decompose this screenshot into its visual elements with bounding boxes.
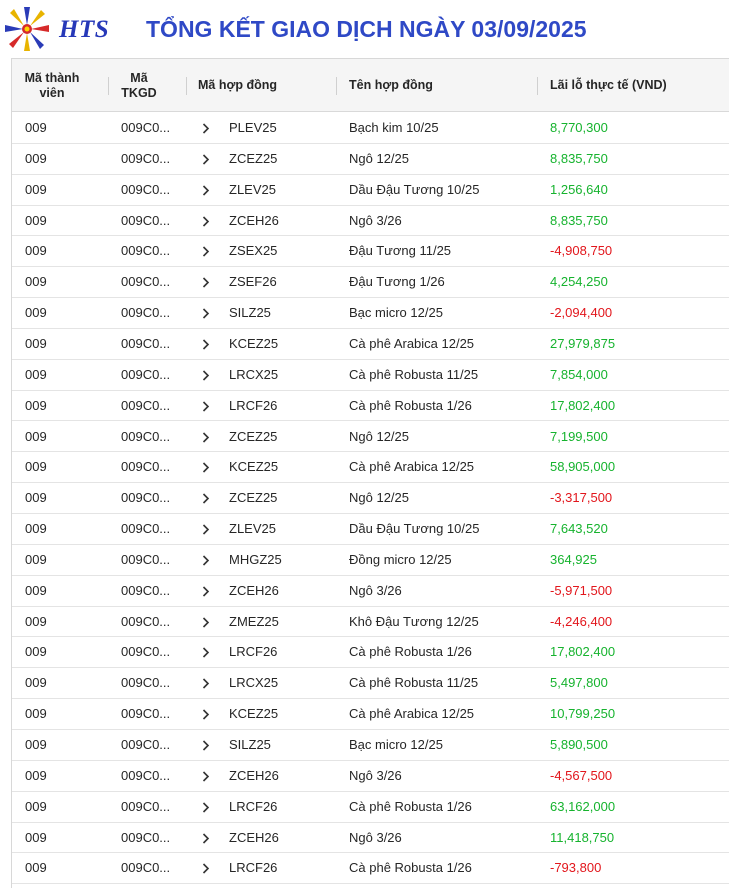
table-row[interactable] xyxy=(12,699,729,730)
account-code-cell: 009C0... xyxy=(121,551,171,567)
contract-name-cell: Bạc micro 12/25 xyxy=(349,305,443,321)
account-code-cell: 009C0... xyxy=(121,675,171,691)
contract-name-cell: Dầu Đậu Tương 10/25 xyxy=(349,521,480,537)
account-code-cell: 009C0... xyxy=(121,428,171,444)
expand-row-button[interactable] xyxy=(200,668,214,698)
table-row[interactable] xyxy=(12,298,729,329)
expand-row-button[interactable] xyxy=(200,452,214,482)
contract-name-cell: Ngô 3/26 xyxy=(349,767,402,783)
member-code-cell: 009 xyxy=(25,397,47,413)
table-row[interactable] xyxy=(12,329,729,360)
table-row[interactable] xyxy=(12,113,729,144)
contract-name-cell: Cà phê Robusta 1/26 xyxy=(349,860,472,876)
member-code-cell: 009 xyxy=(25,551,47,567)
expand-row-button[interactable] xyxy=(200,422,214,452)
contract-name-cell: Cà phê Arabica 12/25 xyxy=(349,706,475,722)
column-divider[interactable] xyxy=(186,77,187,95)
member-code-cell: 009 xyxy=(25,613,47,629)
chevron-right-icon xyxy=(202,709,210,720)
column-header-account-line1: Mã xyxy=(130,70,148,85)
table-row[interactable] xyxy=(12,576,729,607)
pnl-value-cell: 5,890,500 xyxy=(550,737,608,752)
contract-name-cell: Bạc micro 12/25 xyxy=(349,737,443,752)
contract-name-cell: Bạch kim 10/25 xyxy=(349,120,439,135)
chevron-right-icon xyxy=(202,277,210,288)
member-code-cell: 009 xyxy=(25,305,47,321)
pnl-value-cell: -2,094,400 xyxy=(550,305,613,321)
contract-name-cell: Ngô 12/25 xyxy=(349,150,409,166)
member-code-cell: 009 xyxy=(25,243,47,259)
member-code-cell: 009 xyxy=(25,798,47,814)
account-code-cell: 009C0... xyxy=(121,366,171,382)
column-header-member-line1: Mã thành xyxy=(24,70,80,85)
expand-row-button[interactable] xyxy=(200,360,214,390)
contract-code-cell: KCEZ25 xyxy=(229,335,279,351)
table-row[interactable] xyxy=(12,236,729,267)
account-code-cell: 009C0... xyxy=(121,798,171,814)
contract-code-cell: ZSEF26 xyxy=(229,274,277,290)
pnl-value-cell: 8,835,750 xyxy=(550,212,608,228)
contract-name-cell: Cà phê Robusta 11/25 xyxy=(349,366,479,382)
pnl-value-cell: 8,835,750 xyxy=(550,150,608,166)
contract-name-cell: Ngô 12/25 xyxy=(349,428,409,444)
expand-row-button[interactable] xyxy=(200,545,214,575)
column-header-pnl[interactable]: Lãi lỗ thực tế (VND) xyxy=(550,78,667,92)
contract-code-cell: ZLEV25 xyxy=(229,181,276,197)
expand-row-button[interactable] xyxy=(200,391,214,421)
pnl-value-cell: 7,854,000 xyxy=(550,366,608,382)
expand-row-button[interactable] xyxy=(200,637,214,667)
table-row[interactable] xyxy=(12,360,729,391)
chevron-right-icon xyxy=(202,802,210,813)
expand-row-button[interactable] xyxy=(200,206,214,236)
account-code-cell: 009C0... xyxy=(121,521,171,537)
logo-text: HTS xyxy=(59,16,110,43)
account-code-cell: 009C0... xyxy=(121,120,171,135)
contract-name-cell: Cà phê Arabica 12/25 xyxy=(349,459,475,475)
chevron-right-icon xyxy=(202,185,210,196)
chevron-right-icon xyxy=(202,833,210,844)
pnl-value-cell: 4,254,250 xyxy=(550,274,608,290)
contract-code-cell: LRCX25 xyxy=(229,675,279,691)
expand-row-button[interactable] xyxy=(200,175,214,205)
contract-code-cell: LRCX25 xyxy=(229,366,279,382)
expand-row-button[interactable] xyxy=(200,823,214,853)
contract-code-cell: ZMEZ25 xyxy=(229,613,279,629)
hts-logo xyxy=(5,2,110,56)
table-row[interactable] xyxy=(12,483,729,514)
contract-name-cell: Ngô 3/26 xyxy=(349,582,402,598)
account-code-cell: 009C0... xyxy=(121,181,171,197)
account-code-cell: 009C0... xyxy=(121,767,171,783)
member-code-cell: 009 xyxy=(25,706,47,722)
member-code-cell: 009 xyxy=(25,767,47,783)
expand-row-button[interactable] xyxy=(200,607,214,637)
expand-row-button[interactable] xyxy=(200,730,214,760)
account-code-cell: 009C0... xyxy=(121,706,171,722)
pnl-value-cell: 7,199,500 xyxy=(550,428,608,444)
member-code-cell: 009 xyxy=(25,737,47,752)
pnl-value-cell: -5,971,500 xyxy=(550,582,613,598)
member-code-cell: 009 xyxy=(25,829,47,845)
pnl-value-cell: 17,802,400 xyxy=(550,644,616,660)
contract-code-cell: ZCEH26 xyxy=(229,582,279,598)
member-code-cell: 009 xyxy=(25,675,47,691)
chevron-right-icon xyxy=(202,123,210,134)
table-row[interactable] xyxy=(12,730,729,761)
member-code-cell: 009 xyxy=(25,366,47,382)
contract-name-cell: Cà phê Robusta 11/25 xyxy=(349,675,479,691)
contract-code-cell: LRCF26 xyxy=(229,397,278,413)
pnl-value-cell: 7,643,520 xyxy=(550,521,608,537)
expand-row-button[interactable] xyxy=(200,329,214,359)
chevron-right-icon xyxy=(202,524,210,535)
pnl-value-cell: 27,979,875 xyxy=(550,335,616,351)
contract-code-cell: LRCF26 xyxy=(229,860,278,876)
table-row[interactable] xyxy=(12,267,729,298)
chevron-right-icon xyxy=(202,863,210,874)
contract-name-cell: Dầu Đậu Tương 10/25 xyxy=(349,181,480,197)
contract-code-cell: KCEZ25 xyxy=(229,459,279,475)
pnl-value-cell: 10,799,250 xyxy=(550,706,616,722)
pnl-value-cell: 17,802,400 xyxy=(550,397,616,413)
account-code-cell: 009C0... xyxy=(121,860,171,876)
expand-row-button[interactable] xyxy=(200,144,214,174)
expand-row-button[interactable] xyxy=(200,699,214,729)
contract-name-cell: Khô Đậu Tương 12/25 xyxy=(349,613,479,629)
expand-row-button[interactable] xyxy=(200,853,214,883)
chevron-right-icon xyxy=(202,339,210,350)
member-code-cell: 009 xyxy=(25,459,47,475)
member-code-cell: 009 xyxy=(25,644,47,660)
pnl-value-cell: 8,770,300 xyxy=(550,120,608,135)
table-row[interactable] xyxy=(12,514,729,545)
expand-row-button[interactable] xyxy=(200,792,214,822)
table-row[interactable] xyxy=(12,545,729,576)
account-code-cell: 009C0... xyxy=(121,397,171,413)
table-row[interactable] xyxy=(12,637,729,668)
expand-row-button[interactable] xyxy=(200,514,214,544)
account-code-cell: 009C0... xyxy=(121,212,171,228)
chevron-right-icon xyxy=(202,432,210,443)
expand-row-button[interactable] xyxy=(200,113,214,143)
contract-name-cell: Cà phê Arabica 12/25 xyxy=(349,335,475,351)
chevron-right-icon xyxy=(202,401,210,412)
column-header-contract-name[interactable]: Tên hợp đồng xyxy=(349,78,433,92)
account-code-cell: 009C0... xyxy=(121,644,171,660)
contract-name-cell: Đồng micro 12/25 xyxy=(349,551,452,567)
table-row[interactable] xyxy=(12,422,729,453)
sunburst-logo-icon xyxy=(5,2,57,56)
pnl-value-cell: -793,800 xyxy=(550,860,602,876)
page-header xyxy=(0,0,729,58)
contract-name-cell: Ngô 3/26 xyxy=(349,829,402,845)
table-row[interactable] xyxy=(12,206,729,237)
contract-code-cell: PLEV25 xyxy=(229,120,277,135)
member-code-cell: 009 xyxy=(25,181,47,197)
chevron-right-icon xyxy=(202,678,210,689)
table-row[interactable] xyxy=(12,144,729,175)
member-code-cell: 009 xyxy=(25,521,47,537)
page-title: TỔNG KẾT GIAO DỊCH NGÀY 03/09/2025 xyxy=(146,16,587,42)
expand-row-button[interactable] xyxy=(200,761,214,791)
member-code-cell: 009 xyxy=(25,212,47,228)
contract-code-cell: LRCF26 xyxy=(229,644,278,660)
pnl-value-cell: -4,567,500 xyxy=(550,767,613,783)
expand-row-button[interactable] xyxy=(200,483,214,513)
member-code-cell: 009 xyxy=(25,490,47,506)
table-row[interactable] xyxy=(12,607,729,638)
contract-code-cell: ZCEZ25 xyxy=(229,150,278,166)
chevron-right-icon xyxy=(202,462,210,473)
account-code-cell: 009C0... xyxy=(121,305,171,321)
contract-code-cell: ZCEZ25 xyxy=(229,490,278,506)
account-code-cell: 009C0... xyxy=(121,243,171,259)
account-code-cell: 009C0... xyxy=(121,150,171,166)
chevron-right-icon xyxy=(202,154,210,165)
table-row[interactable] xyxy=(12,761,729,792)
chevron-right-icon xyxy=(202,216,210,227)
contract-code-cell: SILZ25 xyxy=(229,737,271,752)
chevron-right-icon xyxy=(202,771,210,782)
pnl-value-cell: 5,497,800 xyxy=(550,675,608,691)
account-code-cell: 009C0... xyxy=(121,737,171,752)
column-header-member[interactable] xyxy=(16,59,88,112)
chevron-right-icon xyxy=(202,586,210,597)
column-header-contract-code[interactable]: Mã hợp đồng xyxy=(198,78,278,92)
member-code-cell: 009 xyxy=(25,335,47,351)
account-code-cell: 009C0... xyxy=(121,829,171,845)
member-code-cell: 009 xyxy=(25,428,47,444)
trade-summary-table xyxy=(11,58,729,888)
expand-row-button[interactable] xyxy=(200,576,214,606)
chevron-right-icon xyxy=(202,555,210,566)
chevron-right-icon xyxy=(202,308,210,319)
account-code-cell: 009C0... xyxy=(121,490,171,506)
column-header-account-line2: TKGD xyxy=(121,85,157,100)
account-code-cell: 009C0... xyxy=(121,459,171,475)
expand-row-button[interactable] xyxy=(200,236,214,266)
contract-code-cell: MHGZ25 xyxy=(229,551,282,567)
pnl-value-cell: -3,317,500 xyxy=(550,490,613,506)
account-code-cell: 009C0... xyxy=(121,335,171,351)
column-divider[interactable] xyxy=(108,77,109,95)
column-header-member-line2: viên xyxy=(39,85,65,100)
contract-name-cell: Cà phê Robusta 1/26 xyxy=(349,397,472,413)
member-code-cell: 009 xyxy=(25,150,47,166)
expand-row-button[interactable] xyxy=(200,298,214,328)
chevron-right-icon xyxy=(202,246,210,257)
pnl-value-cell: -4,908,750 xyxy=(550,243,613,259)
contract-code-cell: KCEZ25 xyxy=(229,706,279,722)
column-divider[interactable] xyxy=(336,77,337,95)
contract-name-cell: Đậu Tương 11/25 xyxy=(349,243,452,259)
pnl-value-cell: 11,418,750 xyxy=(550,829,615,845)
contract-code-cell: ZCEH26 xyxy=(229,829,279,845)
table-row[interactable] xyxy=(12,823,729,854)
account-code-cell: 009C0... xyxy=(121,274,171,290)
member-code-cell: 009 xyxy=(25,582,47,598)
chevron-right-icon xyxy=(202,740,210,751)
chevron-right-icon xyxy=(202,493,210,504)
contract-code-cell: ZCEH26 xyxy=(229,767,279,783)
table-row[interactable] xyxy=(12,853,729,884)
column-header-account[interactable] xyxy=(116,59,162,112)
pnl-value-cell: 58,905,000 xyxy=(550,459,616,475)
table-row[interactable] xyxy=(12,792,729,823)
contract-name-cell: Cà phê Robusta 1/26 xyxy=(349,644,472,660)
contract-code-cell: ZCEH26 xyxy=(229,212,279,228)
member-code-cell: 009 xyxy=(25,274,47,290)
pnl-value-cell: 1,256,640 xyxy=(550,181,608,197)
contract-name-cell: Ngô 12/25 xyxy=(349,490,409,506)
contract-name-cell: Ngô 3/26 xyxy=(349,212,402,228)
pnl-value-cell: -4,246,400 xyxy=(550,613,613,629)
expand-row-button[interactable] xyxy=(200,267,214,297)
table-row[interactable] xyxy=(12,175,729,206)
table-row[interactable] xyxy=(12,668,729,699)
contract-name-cell: Cà phê Robusta 1/26 xyxy=(349,798,472,814)
account-code-cell: 009C0... xyxy=(121,582,171,598)
contract-code-cell: ZSEX25 xyxy=(229,243,278,259)
table-header xyxy=(12,59,729,112)
table-row[interactable] xyxy=(12,391,729,422)
chevron-right-icon xyxy=(202,370,210,381)
chevron-right-icon xyxy=(202,647,210,658)
pnl-value-cell: 364,925 xyxy=(550,551,597,567)
contract-name-cell: Đậu Tương 1/26 xyxy=(349,274,445,290)
account-code-cell: 009C0... xyxy=(121,613,171,629)
member-code-cell: 009 xyxy=(25,860,47,876)
pnl-value-cell: 63,162,000 xyxy=(550,798,616,814)
contract-code-cell: ZLEV25 xyxy=(229,521,276,537)
contract-code-cell: SILZ25 xyxy=(229,305,271,321)
contract-code-cell: ZCEZ25 xyxy=(229,428,278,444)
column-divider[interactable] xyxy=(537,77,538,95)
contract-code-cell: LRCF26 xyxy=(229,798,278,814)
chevron-right-icon xyxy=(202,617,210,628)
table-row[interactable] xyxy=(12,452,729,483)
member-code-cell: 009 xyxy=(25,120,47,135)
